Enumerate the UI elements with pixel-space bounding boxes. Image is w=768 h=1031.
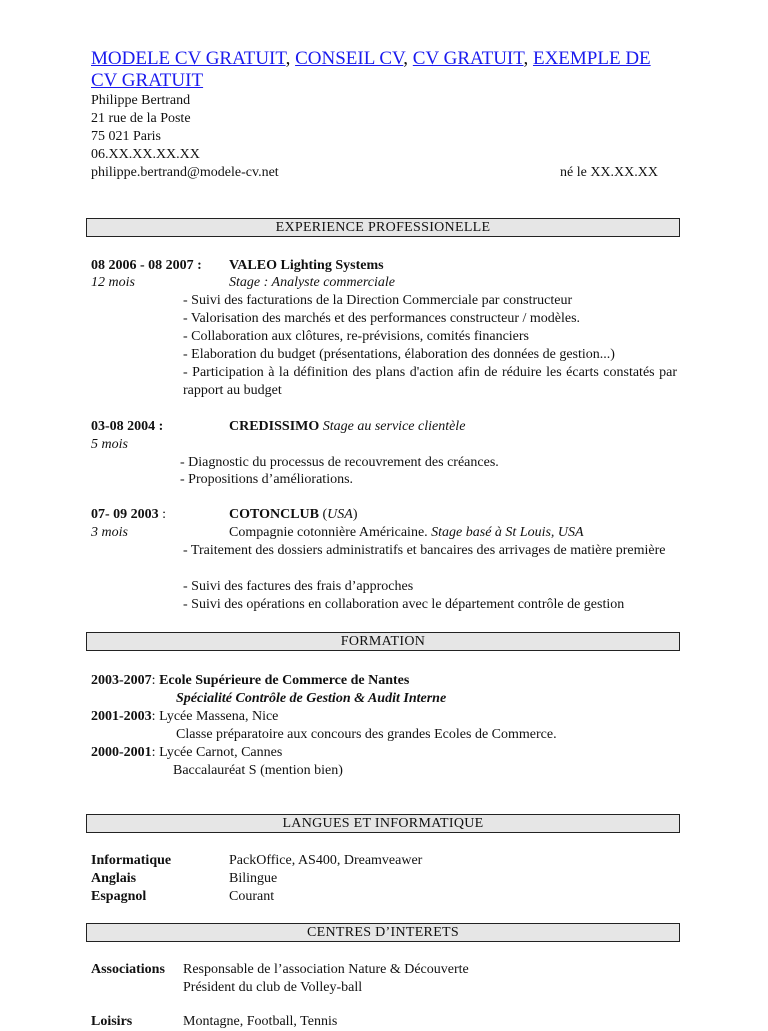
exp-3-bullet: - Suivi des factures des frais d’approches bbox=[183, 579, 414, 594]
langue-label: Anglais bbox=[91, 871, 137, 886]
exp-3-desc-line bbox=[229, 524, 584, 542]
link-conseil-cv[interactable]: CONSEIL CV bbox=[295, 48, 404, 69]
exp-1-duration: 12 mois bbox=[91, 275, 135, 290]
interet-line: Montagne, Football, Tennis bbox=[183, 1014, 338, 1029]
exp-3-company: COTONCLUB bbox=[229, 507, 319, 522]
formation-row bbox=[91, 708, 278, 726]
section-header-langues: LANGUES ET INFORMATIQUE bbox=[86, 814, 680, 833]
exp-3-company-line bbox=[229, 506, 358, 524]
langue-value: PackOffice, AS400, Dreamveawer bbox=[229, 853, 423, 868]
exp-3-paren: ( bbox=[318, 507, 328, 522]
exp-2-bullet: - Propositions d’améliorations. bbox=[180, 472, 354, 487]
link-separator: , bbox=[403, 48, 413, 69]
exp-3-bullet: - Traitement des dossiers administratifs et bancaires des arrivages de matière première bbox=[183, 543, 666, 558]
formation-school: Lycée Carnot, Cannes bbox=[159, 745, 283, 760]
phone-number: 06.XX.XX.XX.XX bbox=[91, 147, 200, 162]
link-separator: , bbox=[285, 48, 296, 69]
formation-sep: : bbox=[151, 673, 160, 688]
exp-3-dates: 07- 09 2003 bbox=[91, 507, 159, 522]
formation-detail: Classe préparatoire aux concours des grandes Ecoles de Commerce. bbox=[176, 727, 557, 742]
exp-3-bullet: - Suivi des opérations en collaboration avec le département contrôle de gestion bbox=[183, 597, 625, 612]
formation-school: Lycée Massena, Nice bbox=[159, 709, 279, 724]
formation-sep: : bbox=[151, 745, 160, 760]
formation-row bbox=[91, 744, 282, 762]
exp-2-bullet: - Diagnostic du processus de recouvrement des créances. bbox=[180, 455, 499, 470]
birth-date: né le XX.XX.XX bbox=[560, 165, 658, 180]
exp-1-bullet: - Elaboration du budget (présentations, élaboration des données de gestion...) bbox=[183, 347, 615, 362]
exp-1-bullet: - Participation à la définition des plans d'action afin de réduire les écarts constatés par rapport au budget bbox=[183, 365, 677, 398]
exp-2-role: Stage au service clientèle bbox=[322, 419, 466, 434]
header-links bbox=[91, 48, 651, 70]
exp-2-duration: 5 mois bbox=[91, 437, 128, 452]
exp-3-dates-colon: : bbox=[158, 507, 167, 522]
formation-years: 2000-2001 bbox=[91, 745, 152, 760]
address-line-1: 21 rue de la Poste bbox=[91, 111, 191, 126]
formation-sep: : bbox=[151, 709, 160, 724]
interet-label: Loisirs bbox=[91, 1014, 133, 1029]
langue-label: Informatique bbox=[91, 853, 172, 868]
langue-label: Espagnol bbox=[91, 889, 147, 904]
interet-line: Président du club de Volley-ball bbox=[183, 980, 363, 995]
formation-years: 2001-2003 bbox=[91, 709, 152, 724]
link-separator: , bbox=[523, 48, 533, 69]
exp-1-bullet: - Valorisation des marchés et des performances constructeur / modèles. bbox=[183, 311, 581, 326]
exp-3-dates-line bbox=[91, 506, 166, 524]
link-modele-cv-gratuit[interactable]: MODELE CV GRATUIT bbox=[91, 48, 286, 69]
link-exemple-de-cv[interactable]: EXEMPLE DE bbox=[532, 48, 651, 69]
formation-detail: Spécialité Contrôle de Gestion & Audit Interne bbox=[176, 691, 447, 706]
exp-1-bullet: - Collaboration aux clôtures, re-prévisions, comités financiers bbox=[183, 329, 530, 344]
link-cv-gratuit[interactable]: CV GRATUIT bbox=[412, 48, 524, 69]
exp-3-paren: ) bbox=[352, 507, 358, 522]
link-exemple-de-cv-cont[interactable]: CV GRATUIT bbox=[91, 70, 204, 91]
candidate-name: Philippe Bertrand bbox=[91, 93, 191, 108]
address-line-2: 75 021 Paris bbox=[91, 129, 161, 144]
exp-2-dates: 03-08 2004 : bbox=[91, 419, 164, 434]
langue-value: Courant bbox=[229, 889, 275, 904]
section-header-formation: FORMATION bbox=[86, 632, 680, 651]
formation-school: Ecole Supérieure de Commerce de Nantes bbox=[159, 673, 410, 688]
formation-row bbox=[91, 672, 409, 690]
formation-detail: Baccalauréat S (mention bien) bbox=[173, 763, 343, 778]
exp-1-bullet: - Suivi des facturations de la Direction Commerciale par constructeur bbox=[183, 293, 573, 308]
exp-3-desc: Compagnie cotonnière Américaine. bbox=[229, 525, 432, 540]
exp-2-company-line bbox=[229, 418, 465, 436]
interet-line: Responsable de l’association Nature & Découverte bbox=[183, 962, 469, 977]
section-header-interets: CENTRES D’INTERETS bbox=[86, 923, 680, 942]
exp-3-duration: 3 mois bbox=[91, 525, 128, 540]
exp-3-country: USA bbox=[327, 507, 353, 522]
email-address: philippe.bertrand@modele-cv.net bbox=[91, 165, 279, 180]
formation-years: 2003-2007 bbox=[91, 673, 152, 688]
exp-1-dates: 08 2006 - 08 2007 : bbox=[91, 258, 202, 273]
exp-1-role: Stage : Analyste commerciale bbox=[229, 275, 396, 290]
exp-1-company: VALEO Lighting Systems bbox=[229, 258, 384, 273]
interet-label: Associations bbox=[91, 962, 165, 977]
exp-2-company: CREDISSIMO bbox=[229, 419, 320, 434]
section-header-experience: EXPERIENCE PROFESSIONELLE bbox=[86, 218, 680, 237]
exp-3-role: Stage basé à St Louis, USA bbox=[431, 525, 584, 540]
langue-value: Bilingue bbox=[229, 871, 278, 886]
